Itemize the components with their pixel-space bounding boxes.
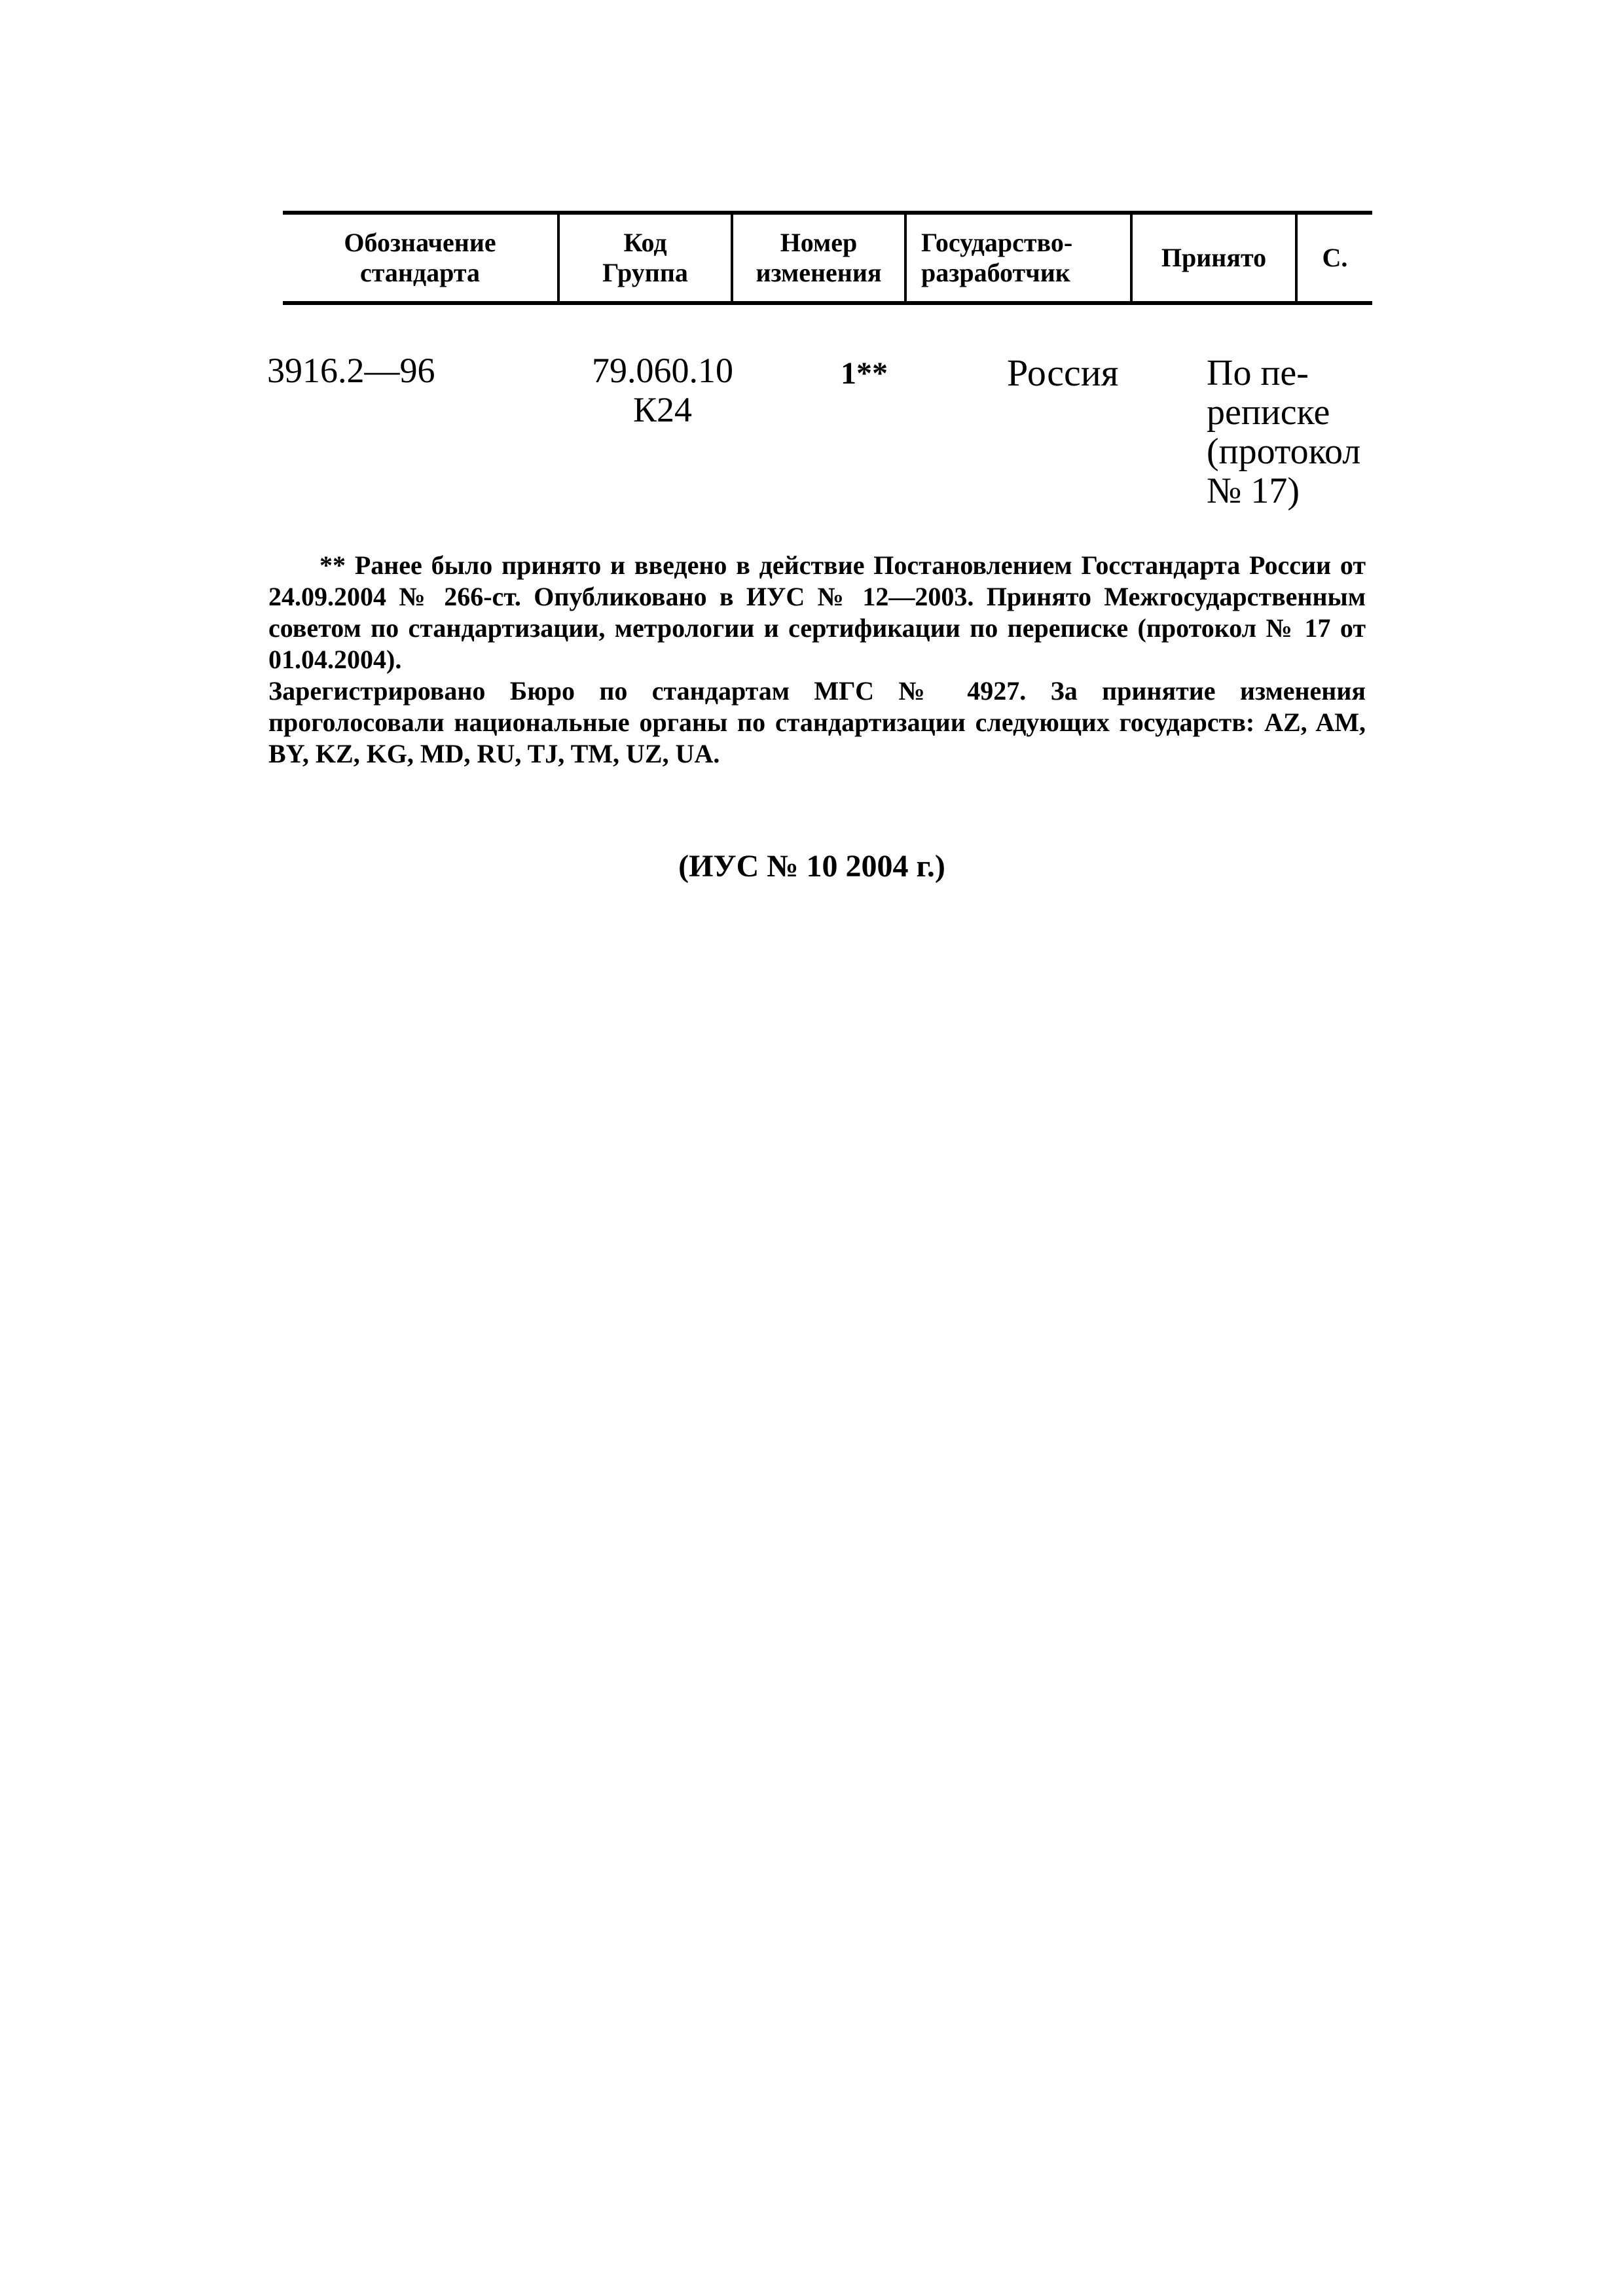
cell-adopted: По пе- реписке (протокол № 17) <box>1207 353 1361 511</box>
header-developer-state: Государство- разработчик <box>904 215 1130 301</box>
header-change-number: Номер изменения <box>731 215 904 301</box>
footnote-paragraph-1: ** Ранее было принято и введено в действие Постановлением Госстандарта России от 24.09.2004 № 266-ст. Опубликовано в ИУС № 12—2003. Принято Межгосударственным советом по стандартизации, метрологии и сертификации по переписке (протокол № 17 от 01.04.2004). <box>268 550 1366 674</box>
header-designation: Обозначение стандарта <box>344 228 496 287</box>
cell-designation: 3916.2—96 <box>267 351 435 390</box>
cell-code-group: 79.060.10 К24 <box>592 351 733 429</box>
issue-note: (ИУС № 10 2004 г.) <box>678 849 945 884</box>
table-header <box>283 211 1372 305</box>
header-adopted: Принято <box>1130 215 1295 301</box>
header-page: С. <box>1295 215 1372 301</box>
footnote <box>268 550 1366 770</box>
header-code-group: Код Группа <box>557 215 731 301</box>
cell-developer-state: Россия <box>1007 351 1119 394</box>
cell-change-number: 1** <box>841 356 888 391</box>
footnote-paragraph-2: Зарегистрировано Бюро по стандартам МГС № 4927. За принятие изменения проголосовали национальные органы по стандартизации следующих государств: AZ, AM, BY, KZ, KG, MD, RU, TJ, TM, UZ, UA. <box>268 676 1366 768</box>
